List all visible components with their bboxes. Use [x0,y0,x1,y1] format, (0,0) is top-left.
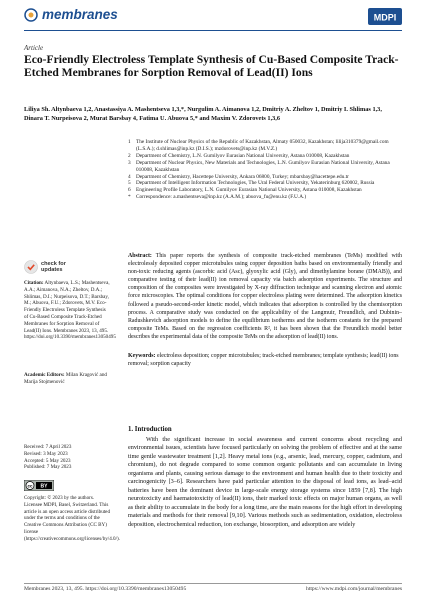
affiliation-item: 6 Engineering Profile Laboratory, L.N. Gumilyov Eurasian National University, Astana 010008, Kazakhstan [128,187,362,194]
citation-text: Altynbaeva, L.S.; Mashentseva, A.A.; Aimanova, N.A.; Zheltov, D.A.; Shlimas, D.I.; Nurpeisova, D.T.; Barsbay, M.; Abuova, F.U.; Zdorovets, M.V. Eco-Friendly Electroless Template Synthesis of Cu-Based Composite Track-Etched Membranes for Sorption Removal of Lead(II) Ions. Membranes 2023, 13, 495. https://doi.org/10.3390/membranes13050495 [24,280,116,341]
article-type: Article [24,44,44,52]
header-rule [24,30,402,31]
check-updates-icon [24,260,38,274]
date-revised: Revised: 3 May 2023 [24,450,68,457]
copyright-notice: Copyright: © 2023 by the authors. Licensee MDPI, Basel, Switzerland. This article is an open access article distributed under the terms and conditions of the Creative Commons Attribution (CC BY) license (https://creativecommons.org/licenses/by/4.0/). [24,495,120,542]
mdpi-logo[interactable] [368,8,402,25]
article-title: Eco-Friendly Electroless Template Synthesis of Cu-Based Composite Track-Etched Membranes for Sorption Removal of Lead(II) Ions [24,53,399,80]
footer-citation[interactable]: Membranes 2023, 13, 495. https://doi.org/10.3390/membranes13050495 [24,586,187,592]
date-accepted: Accepted: 5 May 2023 [24,457,71,464]
cc-by-license-icon[interactable] [24,480,54,491]
affiliation-item: 3 Department of Nuclear Physics, New Materials and Technologies, L.N. Gumilyov Eurasian National University, Astana 010008, Kazakhstan [128,159,390,173]
check-for-updates-badge[interactable]: check for updates [24,260,66,274]
date-published: Published: 7 May 2023 [24,464,72,471]
body-paragraph: With the significant increase in social awareness and current concerns about recycling and environmental issues, scientists have focused particularly on solving the problem of effective and at the same time gentle wastewater treatment [1,2]. Heavy metal ions (e.g., arsenic, lead, mercury, copper, cadmium, and chromium), do not degrade compared to some common organic pollutants and can accumulate in living organisms and plants, causing serious damage to the environment and human health due to their toxicity and carcinogenicity [3–6]. Researchers have paid particular attention to the disposal of lead ions, as lead–acid batteries have been the dominant device in large-scale energy storage systems since 1859 [7,8]. The high neurotoxicity and haematotoxicity of lead(II) ions, their marked toxic effects on major human organs, as well as their ability to accumulate in the body for a long time, are the main reasons for the high effort in developing materials and methods for their removal [9,10]. Various methods such as sedimentation, oxidation, electroless deposition, electrochemical reduction, ion exchange, biosorption, and adsorption are widely [128,436,402,528]
keywords-label: Keywords: [128,353,156,359]
footer-journal-url[interactable]: https://www.mdpi.com/journal/membranes [306,586,402,592]
affiliation-item: 2 Department of Chemistry, L.N. Gumilyov Eurasian National University, Astana 010008, Kazakhstan [128,152,350,159]
footer-rule [24,583,402,584]
abstract [128,252,402,341]
svg-text:cc: cc [27,483,33,489]
svg-text:BY: BY [40,483,48,490]
correspondence: * Correspondence: a.mashentseva@inp.kz (A.A.M.); abuova_fu@enu.kz (F.U.A.) [128,194,307,201]
abstract-text: This paper reports the synthesis of composite track-etched membranes (TeMs) modified with electrolessly deposited copper microtubules using copper deposition baths based on environmentally friendly and non-toxic reducing agents (ascorbic acid (Asc), glyoxylic acid (Gly), and dimethylamine borane (DMAB)), and comparative testing of their lead(II) ion removal capacity via batch adsorption experiments. The structure and composition of the composites were investigated by X-ray diffraction technique and scanning electron and atomic force microscopies. The optimal conditions for copper electroless plating were determined. The adsorption kinetics followed a pseudo-second-order kinetic model, which indicates that adsorption is controlled by the chemisorption process. A comparative study was conducted on the applicability of the Langmuir, Freundlich, and Dubinin–Radushkevich adsorption models to define the equilibrium isotherms and the isotherm constants for the prepared composite TeMs. Based on the regression coefficients R², it has been shown that the Freundlich model better describes the experimental data of the composite TeMs on the adsorption of lead(II) ions. [128,253,402,340]
citation-block: Citation: Altynbaeva, L.S.; Mashentseva, A.A.; Aimanova, N.A.; Zheltov, D.A.; Shlimas, D.I.; Nurpeisova, D.T.; Barsbay, M.; Abuova, F.U.; Zdorovets, M.V. Eco-Friendly Electroless Template Synthesis of Cu-Based Composite Track-Etched Membranes for Sorption Removal of Lead(II) Ions. Membranes 2023, 13, 495. https://doi.org/10.3390/membranes13050495 [24,280,116,341]
affiliation-item: 1 The Institute of Nuclear Physics of the Republic of Kazakhstan, Almaty 050032, Kazakhstan; lilija310379@gmail.com (L.S.A.); d.shlimas@inp.kz (D.I.S.); mzdorovets@inp.kz (M.V.Z.) [128,139,389,152]
section-heading: 1. Introduction [128,426,172,433]
keywords-text: electroless deposition; copper microtubules; track-etched membranes; template synthesis; lead(II) ions removal; sorption capacity [128,353,399,368]
author-list: Liliya Sh. Altynbaeva 1,2, Anastassiya A. Mashentseva 1,3,*, Nurgulim A. Aimanova 1,2, Dmitriy A. Zheltov 1, Dmitriy I. Shlimas 1,3, Dinara T. Nurpeisova 2, Murat Barsbay 4, Fatima U. Abuova 5,* and Maxim V. Zdorovets 1,3,6 [24,106,382,122]
journal-name[interactable]: membranes [42,7,118,22]
affiliation-item: 4 Department of Chemistry, Hacettepe University, Ankara 06800, Turkey; mbarsbay@hacettepe.edu.tr [128,173,349,180]
affiliations [128,139,402,201]
date-received: Received: 7 April 2023 [24,444,72,450]
dates [24,444,110,471]
affiliation-item: 5 Department of Intelligent Information Technologies, The Ural Federal University, Yekaterinburg 620002, Russia [128,180,375,187]
abstract-label: Abstract: [128,253,152,259]
svg-text:MDPI: MDPI [373,12,397,23]
journal-logo-icon [24,8,38,27]
keywords [128,352,402,368]
academic-editors: Academic Editors: Milan Kragović and Marija Stojmenović [24,372,107,385]
